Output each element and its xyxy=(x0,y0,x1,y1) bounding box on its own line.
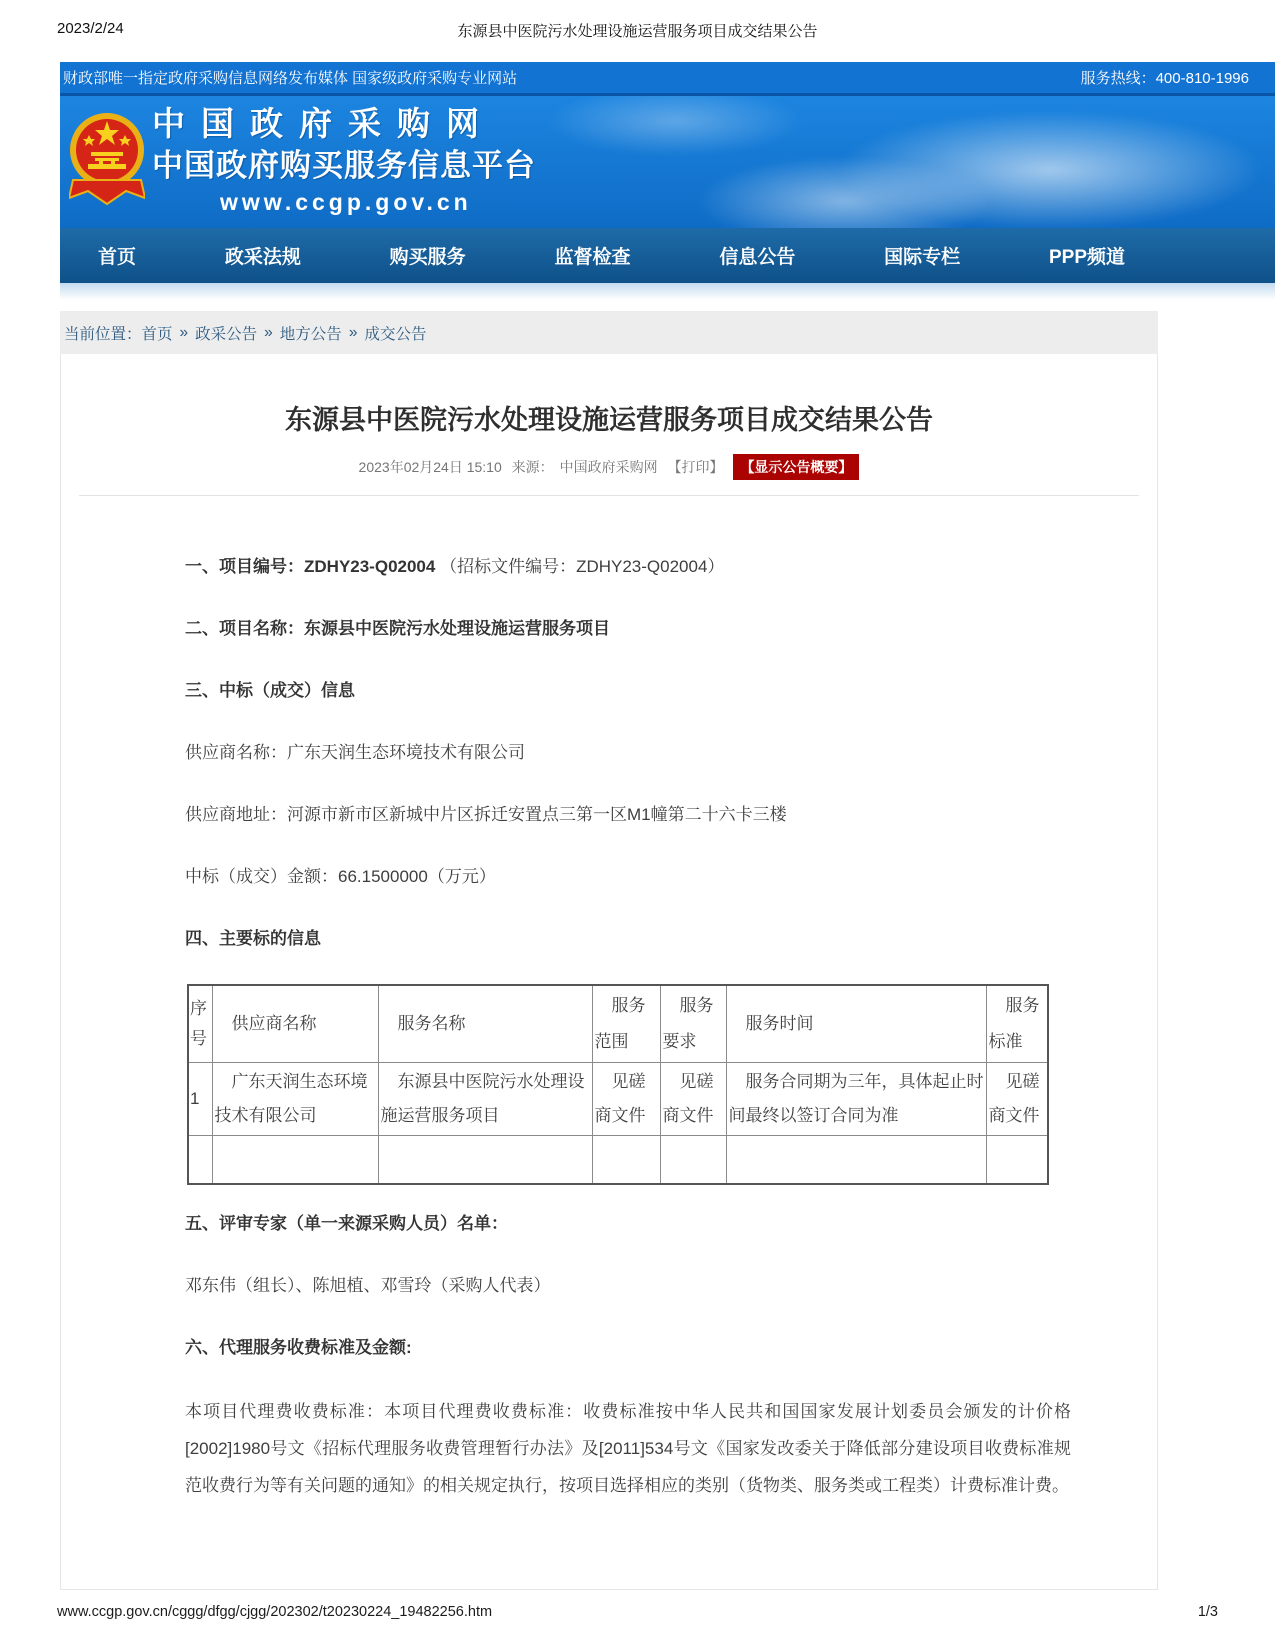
print-button[interactable]: 【打印】 xyxy=(667,459,724,475)
site-name: 中国政府采购网 xyxy=(152,105,495,142)
print-footer-url: www.ccgp.gov.cn/cggg/dfgg/cjgg/202302/t20230224_19482256.htm xyxy=(57,1604,493,1620)
table-header-row xyxy=(188,985,1048,1063)
award-amount-line: 中标（成交）金额：66.1500000（万元） xyxy=(185,867,496,886)
page-title: 东源县中医院污水处理设施运营服务项目成交结果公告 xyxy=(285,405,933,435)
article-body xyxy=(61,550,1157,1504)
print-date: 2023/2/24 xyxy=(57,20,124,37)
fee-heading xyxy=(185,1331,1071,1364)
fee-paragraph: 本项目代理费收费标准：本项目代理费收费标准：收费标准按中华人民共和国国家发展计划委员会颁发的计价格[2002]1980号文《招标代理服务收费管理暂行办法》及[2011]534号文《国家发改委关于降低部分建设项目收费标准规范收费行为等有关问题的通知》的相关规定执行，按项目选择相应的类别（货物类、服务类或工程类）计费标准计费。 xyxy=(185,1401,1071,1495)
site-subtitle: 中国政府购买服务信息平台 xyxy=(152,148,536,183)
site-header xyxy=(60,62,1275,300)
breadcrumb-item-local[interactable]: 地方公告 xyxy=(279,325,342,343)
table-cell xyxy=(726,1136,986,1184)
table-cell: 见磋商文件 xyxy=(660,1063,726,1136)
nav-item-services[interactable]: 购买服务 xyxy=(389,247,466,268)
print-header xyxy=(57,20,1218,42)
breadcrumb-item-home[interactable]: 首页 xyxy=(141,325,173,343)
project-number-value: ZDHY23-Q02004 xyxy=(304,557,436,576)
project-name-label: 二、项目名称： xyxy=(185,619,304,638)
experts-heading-text: 五、评审专家（单一来源采购人员）名单： xyxy=(185,1213,508,1233)
experts-heading xyxy=(185,1207,1071,1240)
subject-heading-text: 四、主要标的信息 xyxy=(185,929,321,948)
table-cell xyxy=(660,1136,726,1184)
show-summary-button[interactable]: 【显示公告概要】 xyxy=(733,454,859,480)
table-header-cell: 服务范围 xyxy=(592,985,660,1063)
breadcrumb-prefix: 当前位置： xyxy=(64,325,142,343)
breadcrumb-item-announcements[interactable]: 政采公告 xyxy=(195,325,258,343)
header-topbar xyxy=(60,62,1275,96)
table-header-cell: 序号 xyxy=(188,985,212,1063)
nav-item-international[interactable]: 国际专栏 xyxy=(884,247,961,268)
source-label: 来源： xyxy=(511,459,554,475)
meta-divider xyxy=(79,495,1139,496)
breadcrumb-separator: » xyxy=(264,323,273,341)
source-name: 中国政府采购网 xyxy=(559,459,658,475)
table-cell: 广东天润生态环境技术有限公司 xyxy=(212,1063,378,1136)
print-footer xyxy=(57,1604,1218,1620)
nav-fade-decoration xyxy=(60,283,1275,300)
table-cell: 服务合同期为三年，具体起止时间最终以签订合同为准 xyxy=(726,1063,986,1136)
breadcrumb-separator: » xyxy=(179,323,189,341)
fee-heading-text: 六、代理服务收费标准及金额: xyxy=(185,1337,412,1357)
project-number-note: （招标文件编号：ZDHY23-Q02004） xyxy=(440,557,725,576)
table-cell xyxy=(592,1136,660,1184)
table-cell: 见磋商文件 xyxy=(592,1063,660,1136)
table-cell xyxy=(212,1136,378,1184)
service-hotline: 服务热线：400-810-1996 xyxy=(1080,70,1249,87)
nav-item-regulations[interactable]: 政采法规 xyxy=(224,247,301,268)
article-container xyxy=(60,354,1158,1590)
site-logo-link[interactable] xyxy=(152,102,536,218)
breadcrumb-separator: » xyxy=(348,323,358,341)
print-doc-title: 东源县中医院污水处理设施运营服务项目成交结果公告 xyxy=(457,23,818,40)
site-url: www.ccgp.gov.cn xyxy=(220,189,472,215)
national-emblem-icon xyxy=(69,108,145,217)
award-info-heading-text: 三、中标（成交）信息 xyxy=(185,681,355,700)
table-cell: 见磋商文件 xyxy=(986,1063,1048,1136)
table-header-cell: 服务标准 xyxy=(986,985,1048,1063)
table-header-cell: 服务时间 xyxy=(726,985,986,1063)
table-row xyxy=(188,1063,1048,1136)
project-number-line xyxy=(185,550,1071,583)
project-number-label: 一、项目编号： xyxy=(185,557,304,576)
table-cell xyxy=(378,1136,592,1184)
topbar-slogan: 财政部唯一指定政府采购信息网络发布媒体 国家级政府采购专业网站 xyxy=(63,70,518,87)
breadcrumb-item-results[interactable]: 成交公告 xyxy=(364,325,427,343)
table-header-cell: 服务要求 xyxy=(660,985,726,1063)
nav-item-supervision[interactable]: 监督检查 xyxy=(554,247,631,268)
table-cell: 1 xyxy=(188,1063,212,1136)
subject-heading xyxy=(185,922,1071,955)
award-info-heading xyxy=(185,674,1071,707)
project-name-value: 东源县中医院污水处理设施运营服务项目 xyxy=(304,619,610,638)
supplier-name-line: 供应商名称：广东天润生态环境技术有限公司 xyxy=(185,743,525,762)
nav-item-ppp[interactable]: PPP频道 xyxy=(1048,247,1125,268)
table-row xyxy=(188,1136,1048,1184)
clouds-decoration xyxy=(545,96,805,156)
breadcrumb xyxy=(60,311,1158,354)
table-cell xyxy=(986,1136,1048,1184)
table-header-cell: 服务名称 xyxy=(378,985,592,1063)
main-nav xyxy=(60,228,1275,283)
logo-banner xyxy=(60,96,1275,228)
print-page-number: 1/3 xyxy=(1197,1604,1218,1620)
table-cell xyxy=(188,1136,212,1184)
nav-item-announcements[interactable]: 信息公告 xyxy=(719,247,796,268)
project-name-line xyxy=(185,612,1071,645)
table-cell: 东源县中医院污水处理设施运营服务项目 xyxy=(378,1063,592,1136)
table-header-cell: 供应商名称 xyxy=(212,985,378,1063)
publish-datetime: 2023年02月24日 15:10 xyxy=(358,459,502,475)
article-meta xyxy=(61,454,1157,480)
experts-line: 邓东伟（组长）、陈旭植、邓雪玲（采购人代表） xyxy=(185,1275,551,1295)
subject-table xyxy=(187,984,1049,1185)
nav-item-home[interactable]: 首页 xyxy=(98,247,137,268)
supplier-address-line: 供应商地址：河源市新市区新城中片区拆迁安置点三第一区M1幢第二十六卡三楼 xyxy=(185,805,787,824)
